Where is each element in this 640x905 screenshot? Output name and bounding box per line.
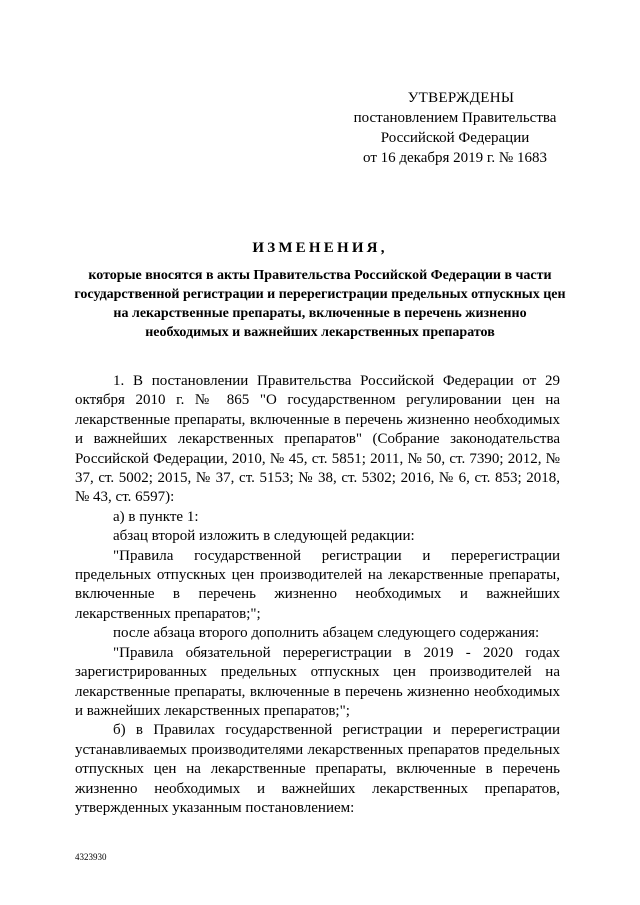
approval-title: УТВЕРЖДЕНЫ — [407, 90, 515, 106]
paragraph-7: б) в Правилах государственной регистрации и перерегистрации устанавливаемых производителями лекарственных препаратов предельных отпускных цен на лекарственные препараты, включенные в перечень жизненно необходимых и важнейших лекарственных препаратов, утвержденных указанным постановлением: — [75, 722, 560, 816]
paragraph-3: абзац второй изложить в следующей редакции: — [113, 528, 415, 545]
paragraph-4: "Правила государственной регистрации и перерегистрации предельных отпускных цен производителей на лекарственные препараты, включенные в перечень жизненно необходимых и важнейших лекарственных препаратов;"; — [75, 547, 560, 622]
paragraph-5: после абзаца второго дополнить абзацем следующего содержания: — [113, 625, 540, 642]
approval-line-1: постановлением Правительства — [353, 110, 557, 126]
document-code: 4323930 — [75, 852, 107, 862]
heading-subtitle: которые вносятся в акты Правительства Российской Федерации в части государственной регистрации и перерегистрации предельных отпускных цен на лекарственные препараты, включенные в перечень жизненно необходимых и важнейших лекарственных препаратов — [74, 268, 566, 340]
document-heading — [70, 238, 570, 342]
approval-line-3: от 16 декабря 2019 г. № 1683 — [363, 150, 547, 166]
heading-title: ИЗМЕНЕНИЯ, — [252, 240, 388, 256]
approval-block — [340, 88, 570, 168]
document-body — [75, 372, 560, 818]
approval-line-2: Российской Федерации — [380, 130, 530, 146]
paragraph-6: "Правила обязательной перерегистрации в 2019 - 2020 годах зарегистрированных предельных отпускных цен производителей на лекарственные препараты, включенные в перечень жизненно необходимых и важнейших лекарственных препаратов;"; — [75, 644, 560, 719]
paragraph-1: 1. В постановлении Правительства Российской Федерации от 29 октября 2010 г. № 865 "О государственном регулировании цен на лекарственные препараты, включенные в перечень жизненно необходимых и важнейших лекарственных препаратов" (Собрание законодательства Российской Федерации, 2010, № 45, ст. 5851; 2011, № 50, ст. 7390; 2012, № 37, ст. 5002; 2015, № 37, ст. 5153; № 38, ст. 5302; 2016, № 6, ст. 853; 2018, № 43, ст. 6597): — [75, 373, 560, 506]
paragraph-2: а) в пункте 1: — [113, 508, 199, 525]
